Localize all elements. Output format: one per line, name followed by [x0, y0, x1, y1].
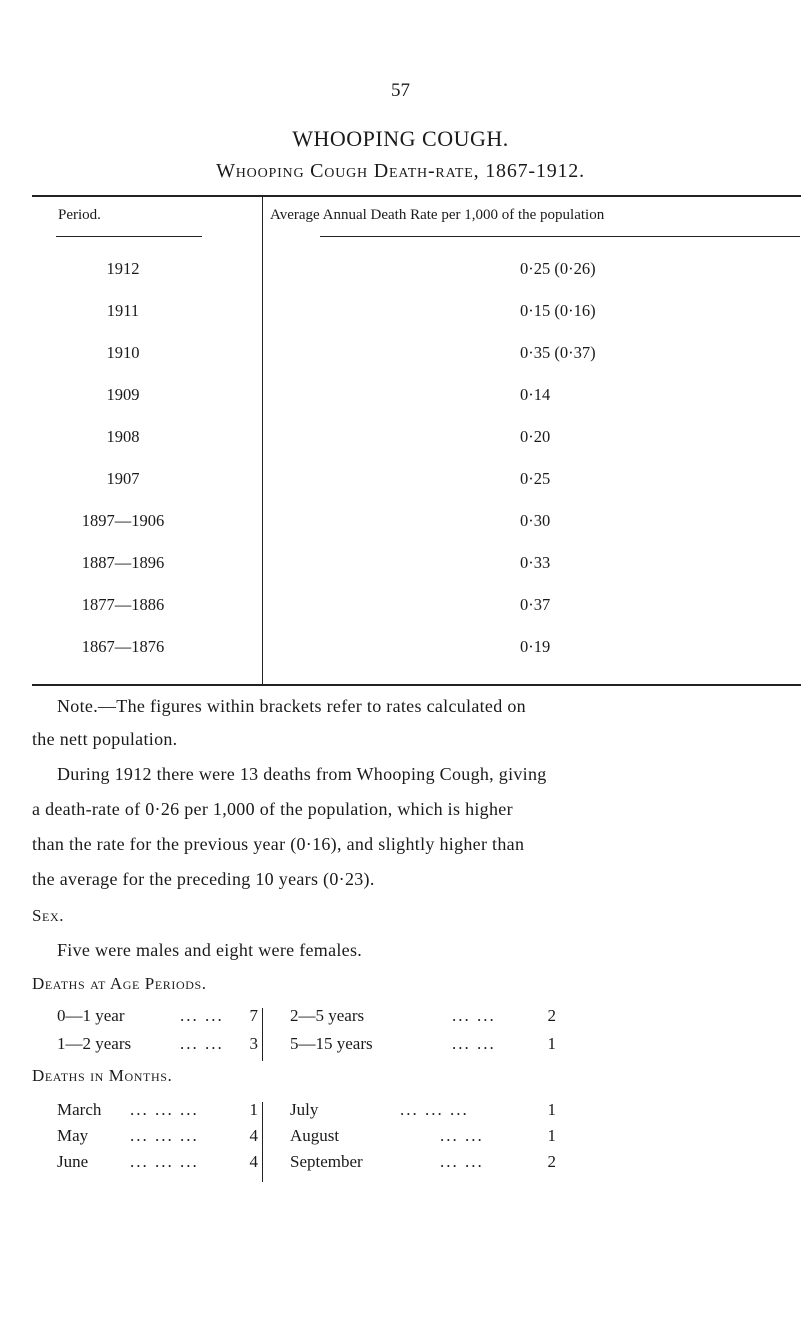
rate-cell: 0·25	[520, 469, 551, 488]
leader-dots: ... ...	[180, 1034, 224, 1053]
rate-cell: 0·37	[520, 595, 551, 614]
section-heading-months: Deaths in Months.	[32, 1066, 173, 1085]
period-cell: 1887—1896	[81, 553, 165, 572]
age-label: 0—1 year	[57, 1006, 125, 1025]
month-count: 2	[547, 1152, 556, 1171]
section-heading-sex: Sex.	[32, 906, 65, 925]
rate-cell: 0·35 (0·37)	[520, 343, 596, 362]
month-label: September	[290, 1152, 363, 1171]
rate-cell: 0·33	[520, 553, 551, 572]
table-column-divider	[262, 196, 263, 684]
period-cell: 1897—1906	[81, 511, 165, 530]
nett-rate-cell: (0·37)	[554, 343, 596, 362]
rate-cell: 0·20	[520, 427, 551, 446]
table-note: Note.—The figures within brackets refer to rates calculated on	[57, 696, 526, 716]
age-count: 7	[249, 1006, 258, 1025]
summary-paragraph-line: than the rate for the previous year (0·16), and slightly higher than	[32, 834, 525, 854]
col-header-rate: Average Annual Death Rate per 1,000 of the population	[270, 207, 605, 223]
leader-dots: ... ... ...	[130, 1152, 199, 1171]
age-label: 5—15 years	[290, 1034, 373, 1053]
summary-paragraph-line: a death-rate of 0·26 per 1,000 of the population, which is higher	[32, 799, 513, 819]
age-count: 2	[547, 1006, 556, 1025]
table-bottom-rule	[32, 684, 801, 686]
column-divider	[262, 1008, 263, 1061]
section-heading-age: Deaths at Age Periods.	[32, 974, 207, 993]
leader-dots: ... ...	[180, 1006, 224, 1025]
sex-summary: Five were males and eight were females.	[57, 940, 363, 960]
month-count: 1	[547, 1126, 556, 1145]
leader-dots: ... ...	[452, 1034, 496, 1053]
month-count: 1	[249, 1100, 258, 1119]
rate-cell: 0·25 (0·26)	[520, 259, 596, 278]
month-label: June	[57, 1152, 89, 1171]
period-cell: 1912	[106, 259, 140, 278]
column-divider	[262, 1102, 263, 1182]
leader-dots: ... ...	[440, 1152, 484, 1171]
rate-cell: 0·15 (0·16)	[520, 301, 596, 320]
table-header-rule-left	[56, 236, 202, 237]
table-top-rule	[32, 195, 801, 197]
leader-dots: ... ...	[440, 1126, 484, 1145]
period-cell: 1867—1876	[81, 637, 165, 656]
table-caption: Whooping Cough Death-rate, 1867-1912.	[216, 160, 585, 182]
month-label: July	[290, 1100, 319, 1119]
age-label: 2—5 years	[290, 1006, 365, 1025]
month-label: May	[57, 1126, 89, 1145]
nett-rate-cell: (0·16)	[554, 301, 596, 320]
month-label: August	[290, 1126, 340, 1145]
age-count: 1	[547, 1034, 556, 1053]
leader-dots: ... ... ...	[400, 1100, 469, 1119]
rate-cell: 0·30	[520, 511, 551, 530]
leader-dots: ... ... ...	[130, 1126, 199, 1145]
leader-dots: ... ...	[452, 1006, 496, 1025]
period-cell: 1907	[106, 469, 140, 488]
period-cell: 1911	[106, 301, 140, 320]
page-number: 57	[391, 80, 410, 101]
period-cell: 1908	[106, 427, 140, 446]
rate-cell: 0·14	[520, 385, 551, 404]
page-title: WHOOPING COUGH.	[292, 126, 509, 151]
month-label: March	[57, 1100, 102, 1119]
rate-cell: 0·19	[520, 637, 551, 656]
table-note-cont: the nett population.	[32, 729, 178, 749]
month-count: 1	[547, 1100, 556, 1119]
summary-paragraph-line: the average for the preceding 10 years (0·23).	[32, 869, 375, 889]
month-count: 4	[249, 1152, 258, 1171]
period-cell: 1910	[106, 343, 140, 362]
table-header-rule-right	[320, 236, 800, 237]
age-count: 3	[249, 1034, 258, 1053]
age-label: 1—2 years	[57, 1034, 132, 1053]
month-count: 4	[249, 1126, 258, 1145]
leader-dots: ... ... ...	[130, 1100, 199, 1119]
nett-rate-cell: (0·26)	[554, 259, 596, 278]
summary-paragraph-line: During 1912 there were 13 deaths from Whooping Cough, giving	[57, 764, 547, 784]
period-cell: 1909	[106, 385, 140, 404]
period-cell: 1877—1886	[81, 595, 165, 614]
col-header-period: Period.	[58, 207, 101, 223]
